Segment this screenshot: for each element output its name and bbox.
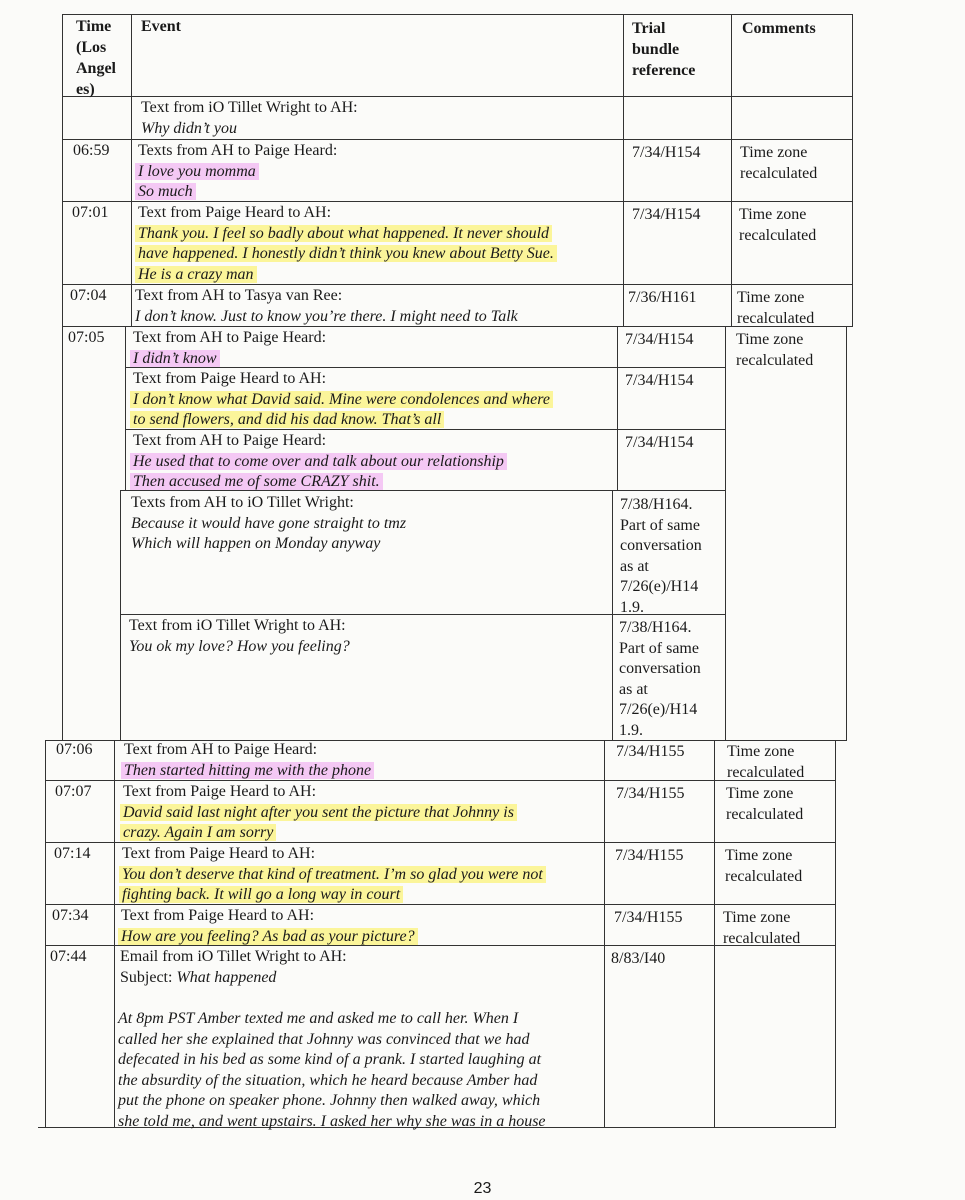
table-row-time: 07:14	[54, 845, 91, 862]
highlight-yellow: He is a crazy man	[135, 266, 257, 283]
table-row-event: Texts from AH to iO Tillet Wright: Because it would have gone straight to tmz Which will happen on Monday anyway	[131, 494, 407, 552]
header-comments: Comments	[742, 20, 816, 37]
table-row-comment: Time zone recalculated	[737, 289, 815, 327]
col-divider-event	[623, 14, 624, 326]
highlight-pink: He used that to come over and talk about our relationship	[130, 453, 507, 470]
table-row-event: Text from Paige Heard to AH: How are you feeling? As bad as your picture?	[121, 906, 418, 947]
table-row-event: Text from AH to Tasya van Ree: I don’t know. Just to know you’re there. I might need to Talk	[135, 287, 518, 325]
table-row-ref: 7/34/H154	[625, 434, 694, 451]
table-row-time: 06:59	[73, 142, 110, 159]
table-row-event: Text from Paige Heard to AH: You don’t deserve that kind of treatment. I’m so glad you were not fighting back. It will go a long way in court	[122, 844, 546, 906]
table-border-left-lower	[45, 740, 46, 1128]
col-divider-time-mid	[125, 326, 126, 490]
col-divider-time-mid2	[120, 490, 121, 740]
highlight-yellow: crazy. Again I am sorry	[120, 824, 276, 841]
header-time: Time (Los Angel es)	[76, 18, 116, 98]
header-trial-bundle-reference: Trial bundle reference	[632, 20, 696, 79]
table-row-event: Text from Paige Heard to AH: I don’t know what David said. Mine were condolences and where to send flowers, and did his dad know. That’s all	[133, 369, 553, 431]
table-row-ref: 7/36/H161	[628, 289, 697, 306]
table-border-right-low	[835, 740, 836, 1128]
table-border-right	[852, 14, 853, 326]
table-row-time: 07:05	[68, 329, 105, 346]
table-row-ref: 7/34/H154	[632, 144, 701, 161]
header-event: Event	[141, 18, 181, 35]
row-rule-1	[62, 96, 853, 97]
table-border-left	[62, 14, 63, 740]
table-row-comment: Time zone recalculated	[740, 144, 818, 182]
highlight-pink: So much	[135, 183, 196, 200]
col-divider-ref-mid	[725, 326, 726, 740]
page-number: 23	[473, 1180, 492, 1197]
col-divider-ref	[731, 14, 732, 326]
col-divider-time	[131, 14, 132, 326]
table-row-event: Text from Paige Heard to AH: David said last night after you sent the picture that Johnny is crazy. Again I am sorry	[123, 782, 517, 844]
table-row-time: 07:07	[55, 783, 92, 800]
table-row-event: Text from Paige Heard to AH: Thank you. I feel so badly about what happened. It never should have happened. I honestly didn’t think you knew about Betty Sue. He is a crazy man	[138, 203, 557, 285]
highlight-yellow: Thank you. I feel so badly about what happened. It never should	[135, 225, 552, 242]
col-divider-event-low	[604, 740, 605, 1128]
table-row-event: Text from AH to Paige Heard: He used that to come over and talk about our relationship Then accused me of some CRAZY shit.	[133, 431, 507, 493]
highlight-pink: Then accused me of some CRAZY shit.	[130, 473, 383, 490]
email-body: At 8pm PST Amber texted me and asked me to call her. When I called her she explained that Johnny was convinced that we had defecated in his bed as some kind of a prank. I started laughing at the absurdity of the situation, which he heard because Amber had put the phone on speaker phone. Johnny then walked away, which she told me, and went upstairs. I asked her why she was in a house	[118, 1010, 546, 1130]
table-top	[62, 14, 853, 15]
table-row-ref: 7/34/H154	[625, 372, 694, 389]
table-row-event: Email from iO Tillet Wright to AH: Subject: What happened	[120, 948, 347, 986]
table-row-comment: Time zone recalculated	[739, 206, 817, 244]
table-row-comment: Time zone recalculated	[736, 331, 814, 369]
highlight-pink: Then started hitting me with the phone	[121, 762, 374, 779]
table-row-ref: 7/38/H164. Part of same conversation as at 7/26(e)/H14 1.9.	[620, 496, 702, 616]
table-row-ref: 7/34/H154	[632, 206, 701, 223]
table-row-time: 07:06	[56, 741, 93, 758]
highlight-yellow: fighting back. It will go a long way in court	[119, 886, 403, 903]
table-border-right-mid	[846, 326, 847, 740]
table-row-ref: 7/38/H164. Part of same conversation as at 7/26(e)/H14 1.9.	[619, 619, 701, 739]
table-row-time: 07:04	[70, 287, 107, 304]
col-divider-time-low	[114, 740, 115, 1128]
col-divider-event-mid2	[612, 490, 613, 740]
table-row-event: Text from iO Tillet Wright to AH: Why didn’t you	[141, 99, 358, 137]
highlight-pink: I love you momma	[135, 163, 259, 180]
table-row-ref: 8/83/I40	[611, 950, 666, 967]
table-row-comment: Time zone recalculated	[726, 785, 804, 823]
table-row-time: 07:34	[52, 907, 89, 924]
table-row-event: Text from iO Tillet Wright to AH: You ok my love? How you feeling?	[129, 617, 350, 655]
table-row-ref: 7/34/H155	[615, 847, 684, 864]
table-row-ref: 7/34/H155	[614, 909, 683, 926]
table-row-time: 07:44	[50, 948, 87, 965]
table-row-event: Text from AH to Paige Heard: Then started hitting me with the phone	[124, 740, 374, 781]
row-rule-2	[62, 139, 853, 140]
highlight-yellow: David said last night after you sent the picture that Johnny is	[120, 804, 517, 821]
highlight-yellow: to send flowers, and did his dad know. That’s all	[130, 411, 444, 428]
highlight-yellow: have happened. I honestly didn’t think you knew about Betty Sue.	[135, 245, 557, 262]
highlight-pink: I didn’t know	[130, 350, 220, 367]
highlight-yellow: You don’t deserve that kind of treatment. I’m so glad you were not	[119, 866, 546, 883]
highlight-yellow: I don’t know what David said. Mine were condolences and where	[130, 391, 553, 408]
table-row-comment: Time zone recalculated	[725, 847, 803, 885]
table-row-ref: 7/34/H155	[616, 785, 685, 802]
table-row-comment: Time zone recalculated	[727, 743, 805, 781]
table-row-ref: 7/34/H155	[616, 743, 685, 760]
col-divider-ref-low	[714, 740, 715, 1128]
table-row-event: Texts from AH to Paige Heard: I love you momma So much	[138, 141, 337, 203]
table-row-time: 07:01	[72, 204, 109, 221]
table-row-comment: Time zone recalculated	[723, 909, 801, 947]
table-row-ref: 7/34/H154	[625, 331, 694, 348]
col-divider-event-mid	[617, 326, 618, 490]
highlight-yellow: How are you feeling? As bad as your picture?	[118, 928, 418, 945]
table-row-event: Text from AH to Paige Heard: I didn’t know	[133, 328, 326, 369]
